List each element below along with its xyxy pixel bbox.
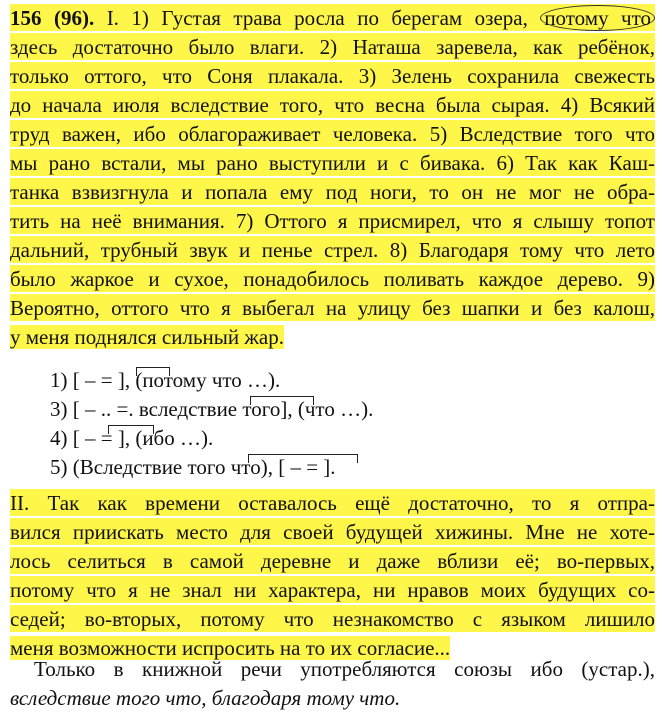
text-line: вился приискать место для своей будущей хижины. Мне не хоте-	[10, 520, 655, 544]
text-line: Вероятно, оттого что я выбегал на улицу без шапки и без калош,	[10, 296, 655, 320]
text-line: II. Так как времени оставалось ещё достаточно, то я отпра-	[10, 491, 655, 515]
arrow-mark	[250, 396, 314, 405]
scheme-line: 3) [ – .. =. вследствие того], (что …).	[50, 397, 374, 421]
text-line: танка взвизгнула и попала ему под ноги, то он не мог не обра-	[10, 180, 655, 204]
usage-note	[10, 655, 655, 713]
text-line: только оттого, что Соня плакала. 3) Зелень сохранила свежесть	[10, 64, 655, 88]
exercise-number: 156 (96).	[10, 6, 95, 30]
text-line: потому что я не знал ни характера, ни нравов моих будущих со-	[10, 578, 655, 602]
text-line: здесь достаточно было влаги. 2) Наташа заревела, как ребёнок,	[10, 35, 655, 59]
text-line: труд важен, ибо облагораживает человека. 5) Вследствие того что	[10, 122, 655, 146]
scheme-line: 5) (Вследствие того что), [ – = ].	[50, 453, 450, 482]
text-line: до начала июля вследствие того, что весна была сырая. 4) Всякий	[10, 93, 655, 117]
text-line: тить на неё внимания. 7) Оттого я присмирел, что я слышу топот	[10, 209, 655, 233]
text-line: лось селиться в самой деревне и даже вблизи её; во-первых,	[10, 549, 655, 573]
arrow-mark	[248, 454, 358, 463]
text-line: было жаркое и сухое, понадобилось поливать каждое дерево. 9)	[10, 267, 655, 291]
conjunction-circled: потому что	[540, 5, 655, 31]
text-line: у меня поднялся сильный жар.	[10, 325, 284, 349]
text-line: мы рано встали, мы рано выступили и с бивака. 6) Так как Каш-	[10, 151, 655, 175]
exercise-part-1	[10, 4, 655, 352]
text-line: меня возможности испросить на то их согласие...	[10, 636, 451, 660]
scheme-line: 4) [ – = ], (ибо …).	[50, 426, 214, 450]
text-line: дальний, трубный звук и пенье стрел. 8) Благодаря тому что лето	[10, 238, 655, 262]
arrow-mark	[108, 425, 154, 434]
note-line: Только в книжной речи употребляются союзы ибо (устар.),	[34, 657, 655, 681]
text-line: седей; во-вторых, потому что незнакомство с языком лишило	[10, 607, 655, 631]
text-line: 156 (96). I. 1) Густая трава росла по берегам озера, потому что	[10, 4, 655, 33]
scheme-line: 1) [ – = ], (потому что …).	[50, 368, 281, 392]
arrow-mark	[136, 367, 170, 376]
exercise-part-2	[10, 489, 655, 663]
note-line: вследствие того что, благодаря тому что.	[10, 686, 401, 710]
sentence-schemes	[50, 366, 450, 482]
